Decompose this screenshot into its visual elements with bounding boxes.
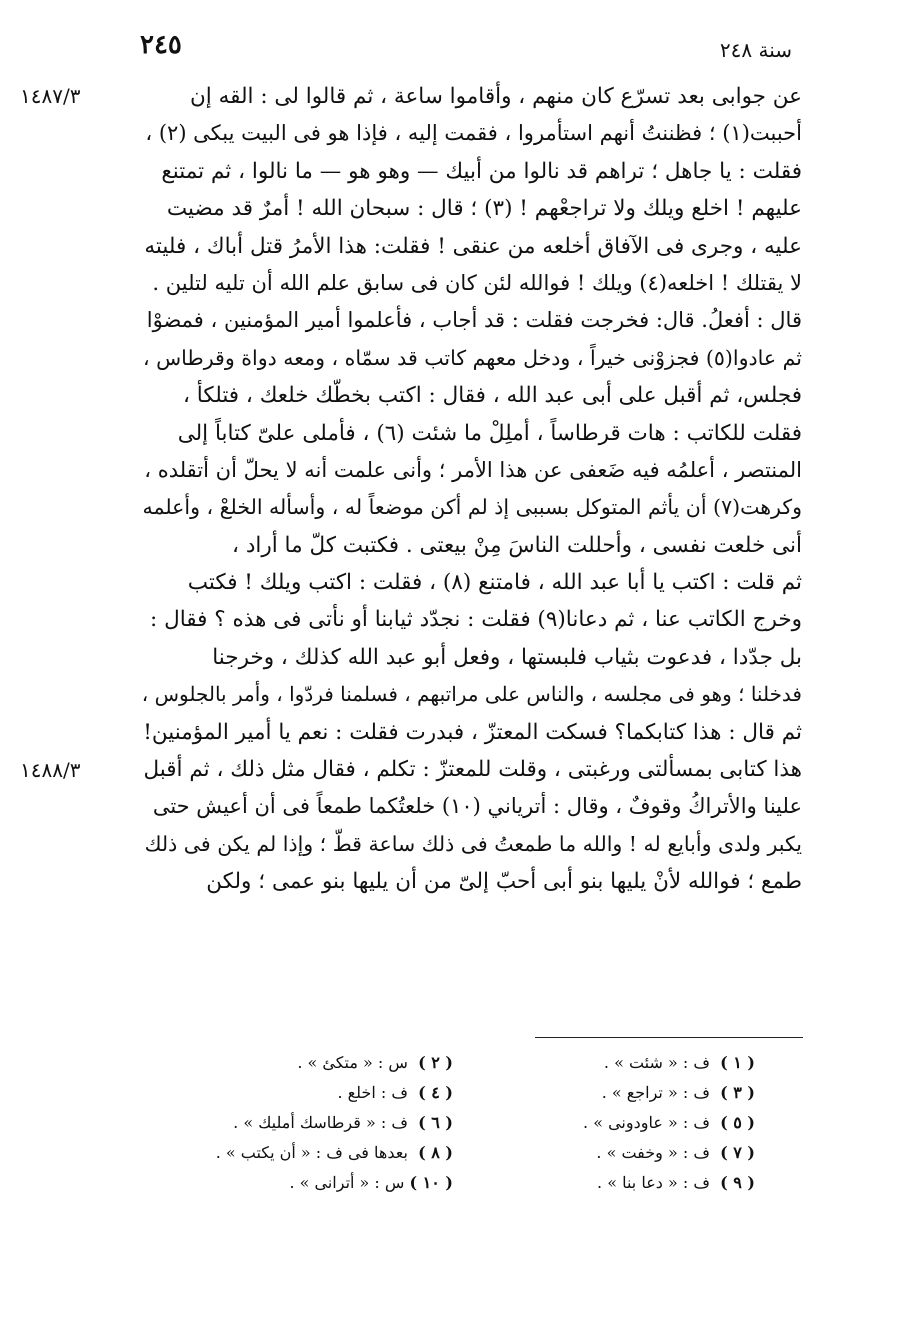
text-line: فقلت للكاتب : هات قرطاساً ، أملِلْ ما شئت (٦) ، فأملى علىّ كتاباً إلى: [177, 420, 802, 446]
text-line: عن جوابى بعد تسرّع كان منهم ، وأقاموا ساعة ، ثم قالوا لى : القه إن: [189, 84, 802, 109]
footnote-text: س : « متكئ » .: [297, 1053, 408, 1072]
footnote: [151, 1168, 453, 1198]
text-line: وكرهت(٧) أن يأثم المتوكل بسببى إذ لم أكن موضعاً له ، وأسأله الخلعْ ، وأعلمه: [142, 495, 802, 520]
footnote: [151, 1048, 453, 1078]
footnote-number: ( ٢ ): [418, 1053, 453, 1072]
footnote-text: ف : « دعا بنا » .: [597, 1173, 710, 1192]
footnotes: [150, 1048, 755, 1198]
margin-reference: ١٤٨٧/٣: [20, 84, 81, 108]
text-line: أحببت(١) ؛ فظننتُ أنهم استأمروا ، فقمت إليه ، فإذا هو فى البيت يبكى (٢) ،: [145, 121, 802, 146]
footnote-row: [150, 1078, 755, 1108]
text-line: لا يقتلك ! اخلعه(٤) ويلك ! فوالله لئن كان فى سابق علم الله أن تليه لتلين .: [152, 270, 802, 295]
footnote: [151, 1108, 453, 1138]
footnote-row: [150, 1108, 755, 1138]
footnote: [453, 1048, 755, 1078]
footnote: [453, 1078, 755, 1108]
footnote: [453, 1138, 755, 1168]
text-line: ثم قلت : اكتب يا أبا عبد الله ، فامتنع (٨) ، فقلت : اكتب ويلك ! فكتب: [187, 570, 802, 596]
footnote-row: [150, 1048, 755, 1078]
footnote-number: ( ١ ): [720, 1053, 755, 1072]
text-line: أنى خلعت نفسى ، وأحللت الناسَ مِنْ بيعتى . فكتبت كلّ ما أراد ،: [232, 532, 802, 558]
text-line: وخرج الكاتب عنا ، ثم دعانا(٩) فقلت : نجدّد ثيابنا أو نأتى فى هذه ؟ فقال :: [150, 607, 802, 633]
text-line: فجلس، ثم أقبل على أبى عبد الله ، فقال : اكتب بخطّك خلعك ، فتلكأ ،: [183, 383, 802, 409]
footnote-text: س : « أترانى » .: [289, 1173, 405, 1192]
text-line: هذا كتابى بمسألتى ورغبتى ، وقلت للمعتزّ : تكلم ، فقال مثل ذلك ، ثم أقبل: [143, 757, 802, 783]
text-line: ثم عادوا(٥) فجزوْنى خيراً ، ودخل معهم كاتب قد سمّاه ، ومعه دواة وقرطاس ،: [143, 345, 802, 370]
page-header: [140, 30, 792, 66]
footnote-text: ف : « شئت » .: [603, 1053, 710, 1072]
footnote-number: ( ٧ ): [720, 1143, 755, 1162]
footnote: [151, 1138, 453, 1168]
page-number: ٢٤٥: [140, 30, 182, 60]
footnote-number: ( ٦ ): [418, 1113, 453, 1132]
footnote-text: ف : اخلع .: [337, 1083, 408, 1102]
text-line: فقلت : يا جاهل ؛ تراهم قد نالوا من أبيك — وهو هو — ما نالوا ، ثم تمتنع: [161, 158, 802, 184]
text-line: طمع ؛ فوالله لأنْ يليها بنو أبى أحبّ إلىّ من أن يليها بنو عمى ؛ ولكن: [206, 869, 802, 895]
text-line: عليه ، وجرى فى الآفاق أخلعه من عنقى ! فقلت: هذا الأمرُ قتل أباك ، فليته: [144, 233, 802, 259]
footnote-number: ( ٣ ): [720, 1083, 755, 1102]
footnote-number: ( ٨ ): [418, 1143, 453, 1162]
footnote-number: ( ١٠ ): [409, 1173, 453, 1192]
text-line: المنتصر ، أعلمُه فيه ضَعفى عن هذا الأمر ؛ وأنى علمت أنه لا يحلّ أن أتقلده ،: [144, 457, 802, 482]
text-line: عليهم ! اخلع ويلك ولا تراجعْهم ! (٣) ؛ قال : سبحان الله ! أمرٌ قد مضيت: [166, 196, 802, 222]
footnote-number: ( ٥ ): [720, 1113, 755, 1132]
main-text: [140, 78, 802, 901]
footnote-divider: [535, 1037, 803, 1038]
margin-reference: ١٤٨٨/٣: [20, 758, 81, 782]
running-head: سنة ٢٤٨: [719, 38, 792, 62]
footnote: [453, 1168, 755, 1198]
text-line: علينا والأتراكُ وقوفٌ ، وقال : أترياني (١٠) خلعتُكما طمعاً فى أن أعيش حتى: [152, 794, 802, 819]
footnote: [151, 1078, 453, 1108]
footnote-number: ( ٤ ): [418, 1083, 453, 1102]
footnote: [453, 1108, 755, 1138]
footnote-text: ف : « تراجع » .: [601, 1083, 710, 1102]
footnote-text: ف : « وخفت » .: [596, 1143, 710, 1162]
footnote-row: [150, 1138, 755, 1168]
text-line: يكبر ولدى وأبايع له ! والله ما طمعتُ فى ذلك ساعة قطّ ؛ وإذا لم يكن فى ذلك: [144, 831, 802, 856]
text-line: قال : أفعلُ. قال: فخرجت فقلت : قد أجاب ، فأعلموا أمير المؤمنين ، فمضوْا: [146, 308, 802, 333]
footnote-number: ( ٩ ): [720, 1173, 755, 1192]
text-line: فدخلنا ؛ وهو فى مجلسه ، والناس على مراتبهم ، فسلمنا فردّوا ، وأمر بالجلوس ،: [141, 682, 802, 707]
footnote-text: بعدها فى ف : « أن يكتب » .: [215, 1143, 408, 1162]
footnote-text: ف : « عاودونى » .: [583, 1113, 710, 1132]
text-line: ثم قال : هذا كتابكما؟ فسكت المعتزّ ، فبدرت فقلت : نعم يا أمير المؤمنين!: [143, 719, 802, 745]
footnote-row: [150, 1168, 755, 1198]
footnote-text: ف : « قرطاسك أمليك » .: [233, 1113, 408, 1132]
text-line: بل جدّدا ، فدعوت بثياب فلبستها ، وفعل أبو عبد الله كذلك ، وخرجنا: [212, 644, 802, 670]
